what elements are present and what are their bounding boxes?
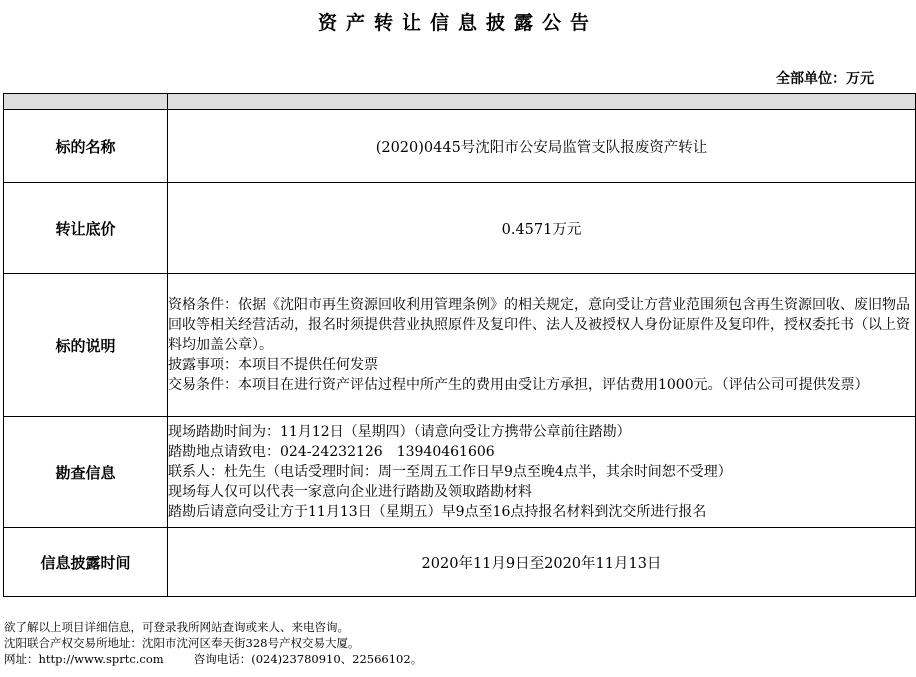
target-name-label: 标的名称 bbox=[4, 110, 168, 183]
row-target-description bbox=[4, 274, 916, 417]
inspection-info-label: 勘查信息 bbox=[4, 417, 168, 528]
unit-note: 全部单位：万元 bbox=[776, 71, 874, 87]
footer-address-text: 沈阳联合产权交易所地址：沈阳市沈河区奉天街328号产权交易大厦。 bbox=[4, 636, 360, 650]
disclosure-period-label: 信息披露时间 bbox=[4, 528, 168, 597]
inspection-rule-text: 现场每人仅可以代表一家意向企业进行踏勘及领取踏勘材料 bbox=[168, 484, 532, 500]
inspection-phone-text: 踏勘地点请致电：024-24232126 13940461606 bbox=[168, 444, 495, 460]
row-target-name bbox=[4, 110, 916, 183]
footer-contact-line bbox=[4, 651, 422, 667]
reserve-price-label: 转让底价 bbox=[4, 183, 168, 274]
header-cell-value bbox=[168, 94, 916, 110]
target-description-value bbox=[168, 274, 916, 417]
header-cell-label bbox=[4, 94, 168, 110]
target-name-value: (2020)0445号沈阳市公安局监管支队报废资产转让 bbox=[168, 110, 916, 183]
reserve-price-value: 0.4571万元 bbox=[168, 183, 916, 274]
row-inspection-info bbox=[4, 417, 916, 528]
footer-phone-text: 咨询电话：(024)23780910、22566102。 bbox=[193, 652, 423, 666]
page-title: 资产转让信息披露公告 bbox=[317, 12, 598, 34]
footer-info bbox=[4, 619, 422, 667]
disclosure-period-value: 2020年11月9日至2020年11月13日 bbox=[168, 528, 916, 597]
disclosure-matters-text: 披露事项：本项目不提供任何发票 bbox=[168, 357, 378, 373]
target-description-label: 标的说明 bbox=[4, 274, 168, 417]
disclosure-table bbox=[3, 93, 916, 597]
inspection-info-value bbox=[168, 417, 916, 528]
contact-person-text: 联系人：杜先生（电话受理时间：周一至周五工作日早9点至晚4点半，其余时间恕不受理） bbox=[168, 464, 732, 480]
footer-website-link[interactable]: 网址：http://www.sprtc.com bbox=[4, 652, 164, 666]
row-disclosure-period bbox=[4, 528, 916, 597]
row-reserve-price bbox=[4, 183, 916, 274]
qualification-text: 资格条件：依据《沈阳市再生资源回收利用管理条例》的相关规定，意向受让方营业范围须包含再生资源回收、废旧物品回收等相关经营活动，报名时须提供营业执照原件及复印件、法人及被授权人身份证原件及复印件，授权委托书（以上资料均加盖公章）。 bbox=[168, 297, 910, 353]
trade-conditions-text: 交易条件：本项目在进行资产评估过程中所产生的费用由受让方承担，评估费用1000元。（评估公司可提供发票） bbox=[168, 377, 869, 393]
inspection-time-text: 现场踏勘时间为：11月12日（星期四）（请意向受让方携带公章前往踏勘） bbox=[168, 424, 631, 440]
table-header-row bbox=[4, 94, 916, 110]
footer-inquiry-text: 欲了解以上项目详细信息，可登录我所网站查询或来人、来电咨询。 bbox=[4, 620, 349, 634]
registration-text: 踏勘后请意向受让方于11月13日（星期五）早9点至16点持报名材料到沈交所进行报名 bbox=[168, 504, 707, 520]
